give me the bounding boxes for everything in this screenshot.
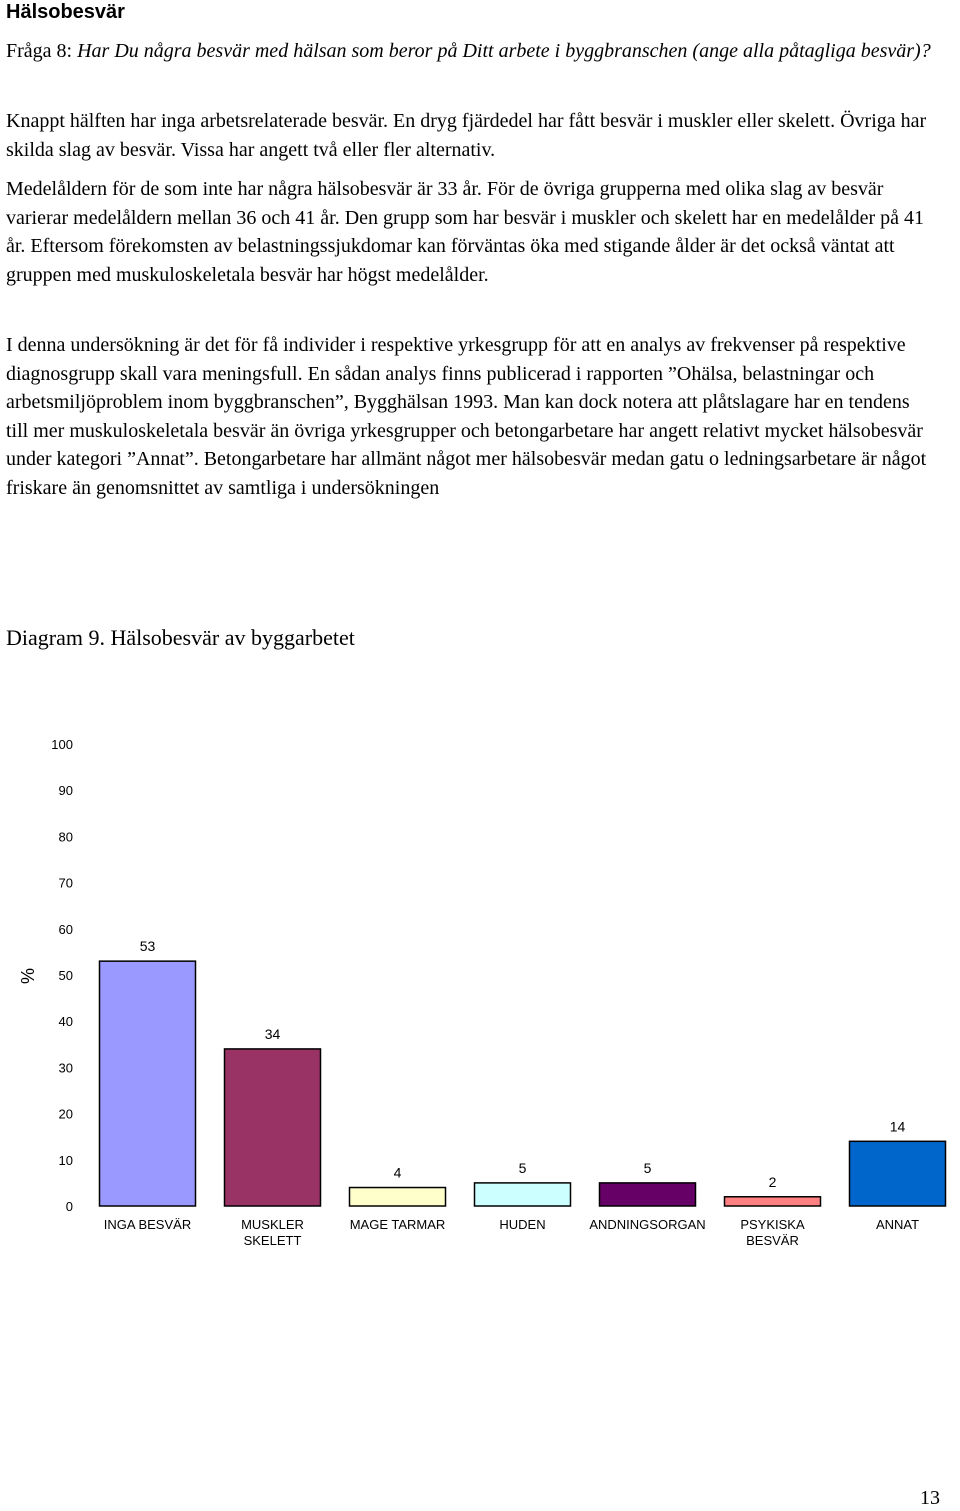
data-label: 4 bbox=[393, 1164, 402, 1181]
y-axis-ticks bbox=[51, 737, 73, 1214]
y-tick-label: 40 bbox=[58, 1014, 73, 1030]
question-text: Har Du några besvär med hälsan som beror på Ditt arbete i byggbranschen (ange alla påtagliga besvär)? bbox=[77, 40, 931, 62]
category-label: HUDEN bbox=[499, 1217, 546, 1232]
category-label: SKELETT bbox=[243, 1233, 302, 1248]
y-tick-label: 100 bbox=[51, 737, 73, 752]
category-label: BESVÄR bbox=[746, 1233, 799, 1248]
data-label: 5 bbox=[518, 1159, 527, 1176]
category-label: ANDNINGSORGAN bbox=[589, 1217, 706, 1232]
y-tick-label: 50 bbox=[58, 968, 73, 983]
intro-paragraph: Knappt hälften har inga arbetsrelaterade besvär. En dryg fjärdedel har fått besvär i muskler eller skelett. Övriga har skilda slag av besvär. Vissa har angett två eller fler alternativ. bbox=[6, 110, 927, 161]
category-label: MAGE TARMAR bbox=[349, 1217, 446, 1232]
y-tick-label: 60 bbox=[58, 921, 73, 937]
bar bbox=[350, 1188, 446, 1206]
data-label: 2 bbox=[768, 1173, 777, 1190]
y-tick-label: 30 bbox=[58, 1060, 73, 1076]
y-axis-label: % bbox=[18, 967, 38, 985]
y-tick-label: 80 bbox=[58, 829, 73, 845]
bar bbox=[475, 1183, 571, 1206]
bar bbox=[100, 961, 196, 1206]
y-tick-label: 90 bbox=[58, 783, 73, 799]
data-label: 14 bbox=[889, 1118, 906, 1135]
category-label: MUSKLER bbox=[241, 1217, 304, 1232]
section-heading: Hälsobesvär bbox=[6, 1, 125, 23]
page-number: 13 bbox=[920, 1487, 940, 1509]
bar-chart bbox=[0, 690, 960, 1260]
data-label: 34 bbox=[264, 1025, 281, 1042]
analysis-paragraph: I denna undersökning är det för få individer i respektive yrkesgrupp för att en analys av frekvenser på respektive diagnosgrupp skall vara meningsfull. En sådan analys finns publicerad i rapporten ”Ohälsa, belastningar och arbetsmiljöproblem inom byggbranschen”, Bygghälsan 1993. Man kan dock notera att plåtslagare har en tendens till mer muskuloskeletala besvär än övriga yrkesgrupper och betongarbetare har angett relativt mycket hälsobesvär under kategori ”Annat”. Betongarbetare har allmänt något mer hälsobesvär medan gatu o ledningsarbetare är något friskare än genomsnittet av samtliga i undersökningen bbox=[6, 334, 927, 499]
y-tick-label: 0 bbox=[65, 1199, 73, 1214]
bar bbox=[725, 1197, 821, 1206]
data-label: 53 bbox=[139, 938, 156, 955]
data-label: 5 bbox=[643, 1159, 652, 1176]
bar bbox=[225, 1049, 321, 1206]
bar bbox=[600, 1183, 696, 1206]
diagram-caption: Diagram 9. Hälsobesvär av byggarbetet bbox=[6, 625, 355, 650]
category-labels bbox=[104, 1217, 919, 1248]
category-label: INGA BESVÄR bbox=[103, 1217, 192, 1232]
y-tick-label: 70 bbox=[58, 875, 73, 891]
bar bbox=[850, 1141, 946, 1206]
age-paragraph: Medelåldern för de som inte har några hälsobesvär är 33 år. För de övriga grupperna med olika slag av besvär varierar medelåldern mellan 36 och 41 år. Den grupp som har besvär i muskler och skelett har en medelålder på 41 år. Eftersom förekomsten av belastningssjukdomar kan förväntas öka med stigande ålder är det också väntat att gruppen med muskuloskeletala besvär har högst medelålder. bbox=[6, 178, 924, 286]
y-tick-label: 20 bbox=[58, 1106, 73, 1122]
question-label: Fråga 8: bbox=[6, 40, 78, 62]
y-tick-label: 10 bbox=[58, 1152, 73, 1168]
category-label: PSYKISKA bbox=[740, 1217, 805, 1232]
question-paragraph bbox=[6, 37, 936, 66]
category-label: ANNAT bbox=[875, 1217, 920, 1232]
